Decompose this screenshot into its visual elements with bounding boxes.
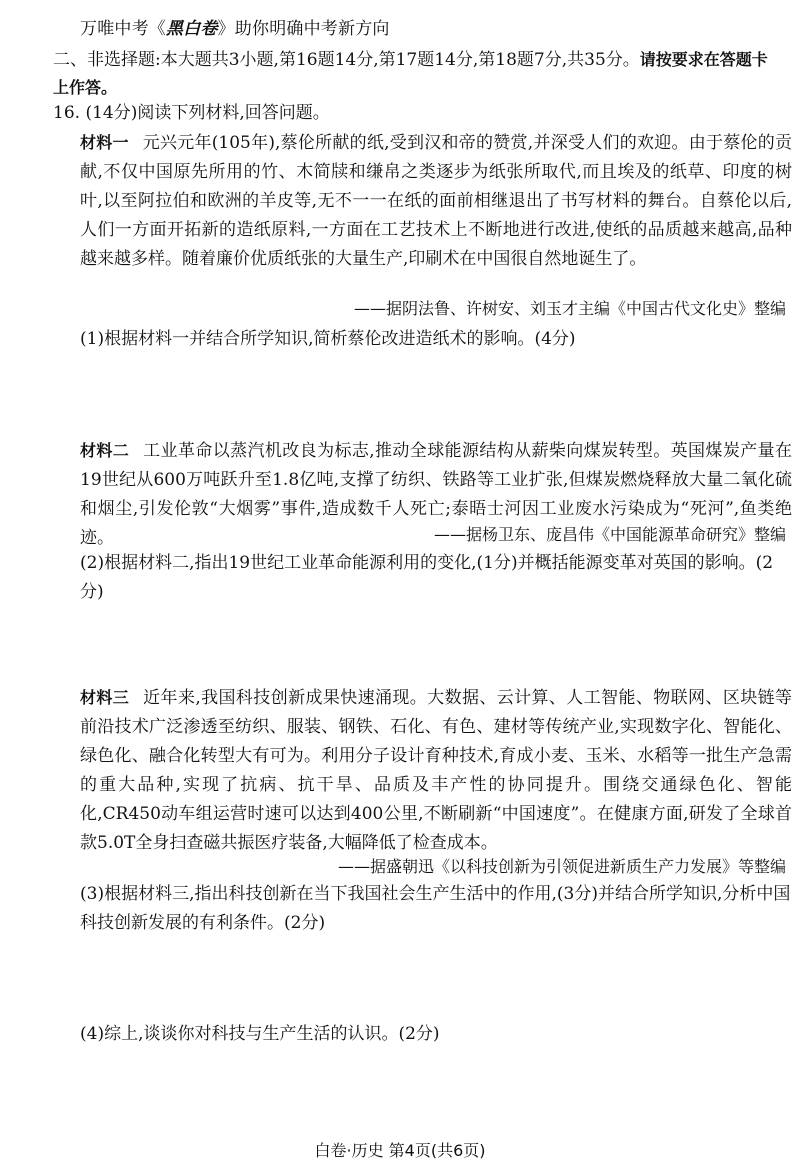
question-stem: 阅读下列材料,回答问题。 [137,103,330,123]
material-1-source: ——据阴法鲁、许树安、刘玉才主编《中国古代文化史》整编 [353,299,786,318]
material-2-text: 工业革命以蒸汽机改良为标志,推动全球能源结构从薪柴向煤炭转型。英国煤炭产量在19世纪从600万吨跃升至1.8亿吨,支撑了纺织、铁路等工业扩张,但煤炭燃烧释放大量二氧化硫和烟尘,引发伦敦“大烟雾”事件,造成数千人死亡;泰晤士河因工业废水污染成为“死河”,鱼类绝迹。 [80,441,792,548]
section-heading [53,46,783,102]
question-number: 16. [53,103,81,123]
sub-question-3: (3)根据材料三,指出科技创新在当下我国社会生产生活中的作用,(3分)并结合所学知识,分析中国科技创新发展的有利条件。(2分) [80,884,791,933]
header-brand: 黑白卷 [166,19,218,39]
question-header [53,100,330,127]
material-2-source: ——据杨卫东、庞昌伟《中国能源革命研究》整编 [433,525,786,544]
header-prefix: 万唯中考《 [80,19,166,39]
material-3-source: ——据盛朝迅《以科技创新为引领促进新质生产力发展》等整编 [337,857,786,876]
material-2-label: 材料二 [80,441,130,460]
material-1-label: 材料一 [80,133,129,152]
material-3 [80,683,792,858]
material-3-text: 近年来,我国科技创新成果快速涌现。大数据、云计算、人工智能、物联网、区块链等前沿技术广泛渗透至纺织、服装、钢铁、石化、有色、建材等传统产业,实现数字化、智能化、绿色化、融合化转型大有可为。利用分子设计育种技术,育成小麦、玉米、水稻等一批生产急需的重大品种,实现了抗病、抗干旱、品质及丰产性的协同提升。围绕交通绿色化、智能化,CR450动车组运营时速可以达到400公里,不断刷新“中国速度”。在健康方面,研发了全球首款5.0T全身扫查磁共振医疗装备,大幅降低了检查成本。 [80,688,792,853]
page-footer: 白卷·历史 第4页(共6页) [314,1141,486,1160]
material-1 [80,128,792,274]
running-header [80,14,390,39]
material-3-label: 材料三 [80,688,130,707]
section-number: 二、 [53,50,87,70]
section-title: 非选择题:本大题共3小题,第16题14分,第17题14分,第18题7分,共35分。 [87,50,640,70]
sub-question-4: (4)综上,谈谈你对科技与生产生活的认识。(2分) [80,1024,440,1044]
sub-question-2: (2)根据材料二,指出19世纪工业革命能源利用的变化,(1分)并概括能源变革对英国的影响。(2分) [80,553,774,602]
material-1-text: 元兴元年(105年),蔡伦所献的纸,受到汉和帝的赞赏,并深受人们的欢迎。由于蔡伦的贡献,不仅中国原先所用的竹、木简牍和缣帛之类逐步为纸张所取代,而且埃及的纸草、印度的树叶,以至阿拉伯和欧洲的羊皮等,无不一一在纸的面前相继退出了书写材料的舞台。自蔡伦以后,人们一方面开拓新的造纸原料,一方面在工艺技术上不断地进行改进,使纸的品质越来越高,品种越来越多样。随着廉价优质纸张的大量生产,印刷术在中国很自然地诞生了。 [80,133,792,269]
header-suffix: 》助你明确中考新方向 [217,19,390,39]
question-points: (14分) [85,103,138,123]
section-instruction: 请按要求在答题卡上作答。 [53,50,768,97]
sub-question-1: (1)根据材料一并结合所学知识,简析蔡伦改进造纸术的影响。(4分) [80,329,576,349]
